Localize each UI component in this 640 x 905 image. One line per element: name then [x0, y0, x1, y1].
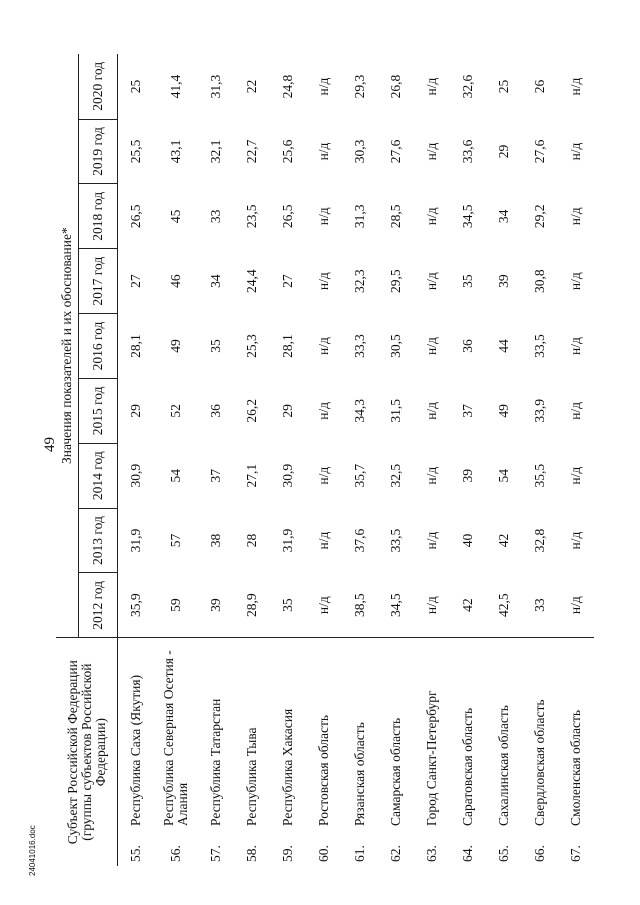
indicator-value: 25,6 [280, 139, 295, 164]
indicator-value: н/д [424, 401, 439, 420]
indicator-value: 30,9 [280, 463, 295, 488]
table-row [198, 54, 234, 866]
indicator-value: 49 [168, 339, 183, 353]
row-number: 67. [568, 845, 583, 862]
indicator-value: н/д [424, 272, 439, 291]
indicator-value: 30,9 [128, 463, 143, 488]
row-number: 55. [128, 845, 143, 862]
indicator-value: н/д [316, 596, 331, 615]
indicator-value: н/д [568, 337, 583, 355]
indicator-value: 34,5 [460, 204, 475, 229]
page-number: 49 [42, 437, 58, 452]
year-header: 2014 год [79, 443, 118, 508]
indicator-value: 46 [168, 274, 183, 288]
indicator-value: 39 [460, 468, 475, 483]
indicator-value: 31,5 [388, 399, 403, 423]
indicator-value: 35,9 [128, 593, 143, 617]
indicator-value: 27,6 [388, 139, 403, 164]
indicator-value: н/д [424, 77, 439, 96]
subject-name: Ростовская область [306, 638, 342, 828]
indicator-value: 26,5 [280, 204, 295, 229]
indicator-value: 28,5 [388, 204, 403, 229]
row-number: 58. [244, 845, 259, 862]
indicator-value: 23,5 [244, 204, 259, 229]
indicator-value: 38,5 [352, 593, 367, 617]
subject-name: Республика Татарстан [198, 638, 234, 828]
indicator-value: 34,5 [388, 593, 403, 617]
year-header: 2013 год [79, 508, 118, 573]
indicator-value: 22,7 [244, 139, 259, 164]
indicator-value: 33,6 [460, 139, 475, 164]
indicator-value: 54 [496, 468, 511, 483]
indicator-value: 49 [496, 404, 511, 418]
indicator-value: 35 [208, 339, 223, 353]
indicator-value: 28,1 [280, 334, 295, 358]
indicator-value: 44 [496, 339, 511, 353]
subject-name: Город Санкт-Петербург [414, 638, 450, 828]
indicator-value: н/д [316, 531, 331, 550]
indicator-value: 36 [208, 404, 223, 418]
document-filename: 24041016.doc [28, 825, 37, 876]
indicator-value: 39 [496, 274, 511, 288]
indicator-value: 35 [280, 598, 295, 612]
indicator-value: 42,5 [496, 593, 511, 617]
table-row [450, 54, 486, 866]
indicator-value: 33 [208, 209, 223, 224]
subject-name: Республика Северная Осетия - Алания [154, 638, 198, 828]
year-header: 2019 год [79, 119, 118, 184]
indicator-value: н/д [424, 466, 439, 485]
indicator-value: 29,5 [388, 269, 403, 293]
subject-name: Смоленская область [558, 638, 594, 828]
indicator-value: 26,8 [388, 74, 403, 99]
table-row [414, 54, 450, 866]
indicator-value: 59 [168, 598, 183, 612]
table-body [118, 54, 595, 866]
indicator-value: 41,4 [168, 74, 183, 99]
table-row [342, 54, 378, 866]
indicator-value: 22 [244, 79, 259, 94]
indicator-value: н/д [568, 401, 583, 420]
rotated-table-container [56, 54, 608, 866]
table-row [234, 54, 270, 866]
indicator-value: н/д [424, 207, 439, 226]
table-row [522, 54, 558, 866]
indicator-value: 26 [532, 79, 547, 94]
indicator-value: 32,5 [388, 463, 403, 488]
indicator-value: 32,8 [532, 528, 547, 553]
year-header: 2017 год [79, 249, 118, 314]
year-header: 2020 год [79, 54, 118, 119]
table-row [118, 54, 155, 866]
indicator-value: 27 [280, 274, 295, 288]
indicator-value: 34 [208, 274, 223, 288]
indicator-value: 35 [460, 274, 475, 288]
row-number: 56. [168, 845, 183, 862]
indicator-value: н/д [424, 337, 439, 355]
indicator-value: 26,2 [244, 399, 259, 423]
indicator-value: 25 [496, 79, 511, 94]
subject-name: Свердловская область [522, 638, 558, 828]
indicator-table [56, 54, 594, 866]
table-row [306, 54, 342, 866]
indicator-value: 31,3 [208, 74, 223, 99]
subject-name: Самарская область [378, 638, 414, 828]
indicator-value: н/д [316, 337, 331, 355]
indicator-value: 45 [168, 209, 183, 224]
indicator-value: 33 [532, 598, 547, 612]
indicator-value: 29,2 [532, 204, 547, 229]
indicator-value: 29,3 [352, 74, 367, 99]
table-row [378, 54, 414, 866]
indicator-value: 27,6 [532, 139, 547, 164]
row-number: 64. [460, 845, 475, 862]
subject-name: Сахалинская область [486, 638, 522, 828]
subject-name: Рязанская область [342, 638, 378, 828]
indicator-value: 25 [128, 79, 143, 94]
subject-name: Республика Саха (Якутия) [118, 638, 155, 828]
year-header: 2016 год [79, 314, 118, 379]
year-header: 2018 год [79, 184, 118, 249]
subject-name: Республика Хакасия [270, 638, 306, 828]
indicator-value: 38 [208, 533, 223, 548]
subject-name: Саратовская область [450, 638, 486, 828]
row-number: 65. [496, 845, 511, 862]
indicator-value: н/д [568, 77, 583, 96]
indicator-value: н/д [316, 401, 331, 420]
indicator-value: 32,3 [352, 269, 367, 293]
indicator-value: 24,8 [280, 74, 295, 99]
indicator-value: н/д [424, 531, 439, 550]
indicator-value: н/д [568, 466, 583, 485]
indicator-value: 42 [460, 598, 475, 612]
indicator-value: 25,5 [128, 139, 143, 164]
row-number: 61. [352, 845, 367, 862]
indicator-value: 30,3 [352, 139, 367, 164]
subject-column-header: Субъект Российской Федерации (группы субъектов Российской Федерации) [56, 638, 118, 866]
indicator-value: 34 [496, 209, 511, 224]
indicator-value: 31,9 [280, 528, 295, 553]
row-number: 57. [208, 845, 223, 862]
indicator-value: 35,7 [352, 463, 367, 488]
row-number: 66. [532, 845, 547, 862]
indicator-value: н/д [568, 142, 583, 161]
indicator-value: н/д [568, 596, 583, 615]
indicator-value: 43,1 [168, 139, 183, 164]
year-header: 2015 год [79, 378, 118, 443]
row-number: 59. [280, 845, 295, 862]
values-group-header: Значения показателей и их обоснование* [56, 54, 79, 638]
indicator-value: 40 [460, 533, 475, 548]
row-number: 60. [316, 845, 331, 862]
indicator-value: 37 [208, 468, 223, 483]
indicator-value: 52 [168, 404, 183, 418]
row-number: 62. [388, 845, 403, 862]
indicator-value: 29 [496, 144, 511, 159]
indicator-value: 36 [460, 339, 475, 353]
indicator-value: н/д [568, 207, 583, 226]
indicator-value: 27 [128, 274, 143, 288]
indicator-value: 32,1 [208, 139, 223, 164]
indicator-value: 27,1 [244, 463, 259, 488]
row-number: 63. [424, 845, 439, 862]
indicator-value: 54 [168, 468, 183, 483]
indicator-value: 33,3 [352, 334, 367, 358]
indicator-value: н/д [316, 142, 331, 161]
indicator-value: н/д [316, 77, 331, 96]
indicator-value: 33,5 [532, 334, 547, 358]
indicator-value: 57 [168, 533, 183, 548]
indicator-value: 33,9 [532, 399, 547, 423]
table-row [270, 54, 306, 866]
table-row [558, 54, 594, 866]
indicator-value: 31,9 [128, 528, 143, 553]
indicator-value: 31,3 [352, 204, 367, 229]
indicator-value: н/д [424, 142, 439, 161]
indicator-value: 37 [460, 404, 475, 418]
indicator-value: 29 [280, 404, 295, 418]
indicator-value: 28,9 [244, 593, 259, 617]
table-row [486, 54, 522, 866]
indicator-value: 29 [128, 404, 143, 418]
indicator-value: 25,3 [244, 334, 259, 358]
indicator-value: 33,5 [388, 528, 403, 553]
indicator-value: 30,5 [388, 334, 403, 358]
subject-name: Республика Тыва [234, 638, 270, 828]
table-row [154, 54, 198, 866]
indicator-value: 28 [244, 533, 259, 548]
indicator-value: 30,8 [532, 269, 547, 293]
year-header: 2012 год [79, 573, 118, 638]
indicator-value: н/д [316, 466, 331, 485]
indicator-value: 39 [208, 598, 223, 612]
indicator-value: н/д [316, 272, 331, 291]
indicator-value: н/д [568, 272, 583, 291]
indicator-value: н/д [316, 207, 331, 226]
indicator-value: н/д [424, 596, 439, 615]
indicator-value: 34,3 [352, 399, 367, 423]
indicator-value: н/д [568, 531, 583, 550]
indicator-value: 35,5 [532, 463, 547, 488]
indicator-value: 42 [496, 533, 511, 548]
indicator-value: 26,5 [128, 204, 143, 229]
indicator-value: 24,4 [244, 269, 259, 293]
indicator-value: 37,6 [352, 528, 367, 553]
indicator-value: 32,6 [460, 74, 475, 99]
indicator-value: 28,1 [128, 334, 143, 358]
